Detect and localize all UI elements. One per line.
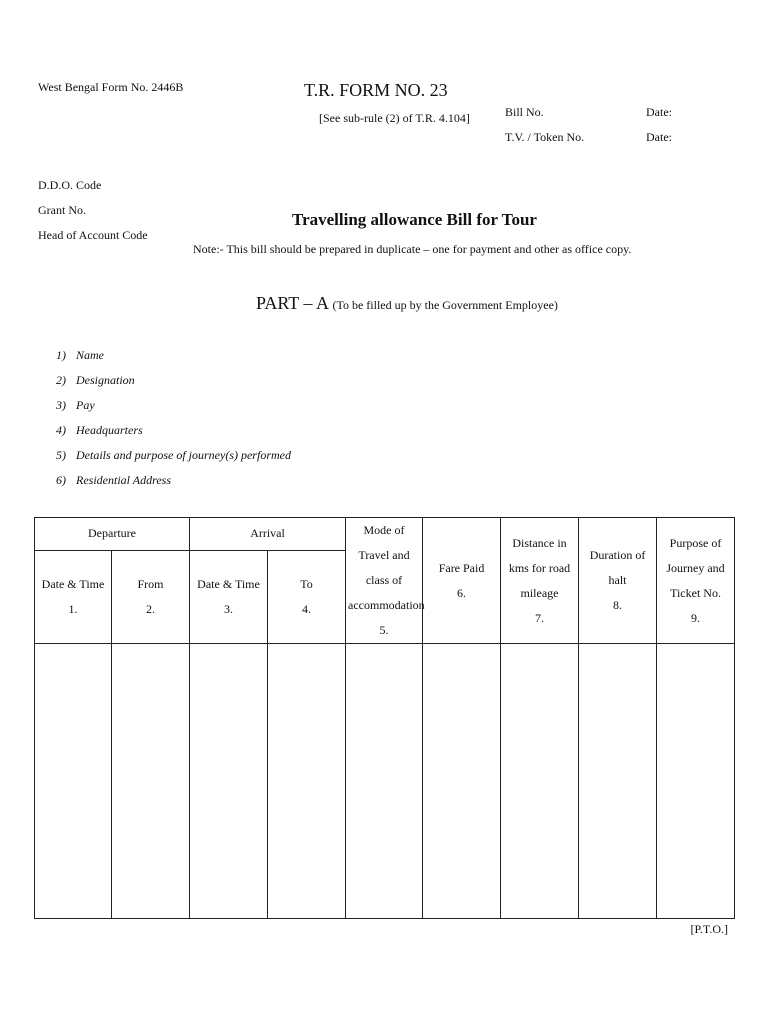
- column-label: Fare Paid: [438, 560, 485, 575]
- table-cell[interactable]: [35, 644, 112, 919]
- ddo-code-label: D.D.O. Code: [38, 178, 102, 192]
- column-header-purpose: [657, 518, 735, 644]
- column-label: From: [137, 576, 164, 591]
- column-number: 8.: [613, 598, 623, 612]
- table-cell[interactable]: [112, 644, 190, 919]
- list-item: [56, 445, 291, 470]
- table-cell[interactable]: [268, 644, 346, 919]
- column-number: 2.: [146, 601, 155, 616]
- column-label: To: [300, 576, 313, 591]
- subrule-reference: [See sub-rule (2) of T.R. 4.104]: [319, 111, 470, 125]
- form-number: West Bengal Form No. 2446B: [38, 80, 184, 94]
- item-number: 4): [56, 423, 66, 437]
- column-header-to: [268, 550, 346, 643]
- item-number: 5): [56, 448, 66, 462]
- column-number: 7.: [535, 610, 545, 625]
- item-label: Details and purpose of journey(s) performed: [76, 448, 291, 462]
- column-header-mode: [346, 518, 423, 644]
- bill-no-label: Bill No.: [505, 105, 544, 119]
- departure-header: Departure: [35, 518, 190, 551]
- column-header-distance: [501, 518, 579, 644]
- token-no-label: T.V. / Token No.: [505, 130, 585, 144]
- item-label: Name: [76, 348, 104, 362]
- item-number: 1): [56, 348, 66, 362]
- grant-no-label: Grant No.: [38, 203, 86, 217]
- column-number: 4.: [302, 601, 312, 616]
- item-number: 3): [56, 398, 66, 412]
- arrival-header: Arrival: [190, 518, 346, 551]
- column-label: Duration of halt: [589, 548, 646, 587]
- part-a-heading: [256, 293, 558, 314]
- column-label: Date & Time: [197, 576, 260, 591]
- table-row: [35, 644, 735, 919]
- bill-title: Travelling allowance Bill for Tour: [292, 210, 537, 229]
- table-cell[interactable]: [657, 644, 735, 919]
- item-number: 6): [56, 473, 66, 487]
- list-item: [56, 395, 291, 420]
- list-item: [56, 420, 291, 445]
- column-header-from: [112, 550, 190, 643]
- item-number: 2): [56, 373, 66, 387]
- item-label: Residential Address: [76, 473, 171, 487]
- column-label: Mode of Travel and class of accommodation: [348, 523, 425, 612]
- table-cell[interactable]: [423, 644, 501, 919]
- table-cell[interactable]: [346, 644, 423, 919]
- list-item: [56, 470, 291, 495]
- column-number: 5.: [379, 623, 389, 637]
- column-label: Distance in kms for road mileage: [508, 535, 571, 600]
- token-date-label: Date:: [646, 130, 672, 144]
- part-a-title: PART – A: [256, 293, 328, 313]
- column-header-fare: [423, 518, 501, 644]
- item-label: Headquarters: [76, 423, 143, 437]
- column-number: 6.: [457, 585, 467, 600]
- bill-note: Note:- This bill should be prepared in duplicate – one for payment and other as office copy.: [193, 242, 632, 256]
- column-number: 3.: [224, 601, 234, 616]
- column-header-halt: [579, 518, 657, 644]
- pto-marker: [P.T.O.]: [690, 922, 728, 936]
- table-cell[interactable]: [190, 644, 268, 919]
- column-label: Purpose of Journey and Ticket No.: [666, 535, 725, 600]
- bill-date-label: Date:: [646, 105, 672, 119]
- part-a-subtitle: (To be filled up by the Government Employee): [332, 298, 558, 312]
- list-item: [56, 370, 291, 395]
- list-item: [56, 345, 291, 370]
- item-label: Pay: [76, 398, 95, 412]
- item-label: Designation: [76, 373, 135, 387]
- column-number: 1.: [68, 601, 78, 616]
- table-cell[interactable]: [501, 644, 579, 919]
- column-label: Date & Time: [41, 576, 105, 591]
- head-of-account-label: Head of Account Code: [38, 228, 148, 242]
- journey-table: [34, 517, 735, 919]
- table-cell[interactable]: [579, 644, 657, 919]
- column-header-arrival-date: [190, 550, 268, 643]
- column-number: 9.: [691, 610, 701, 625]
- form-title: T.R. FORM NO. 23: [304, 80, 448, 100]
- column-header-departure-date: [35, 550, 112, 643]
- employee-details-list: [56, 345, 291, 495]
